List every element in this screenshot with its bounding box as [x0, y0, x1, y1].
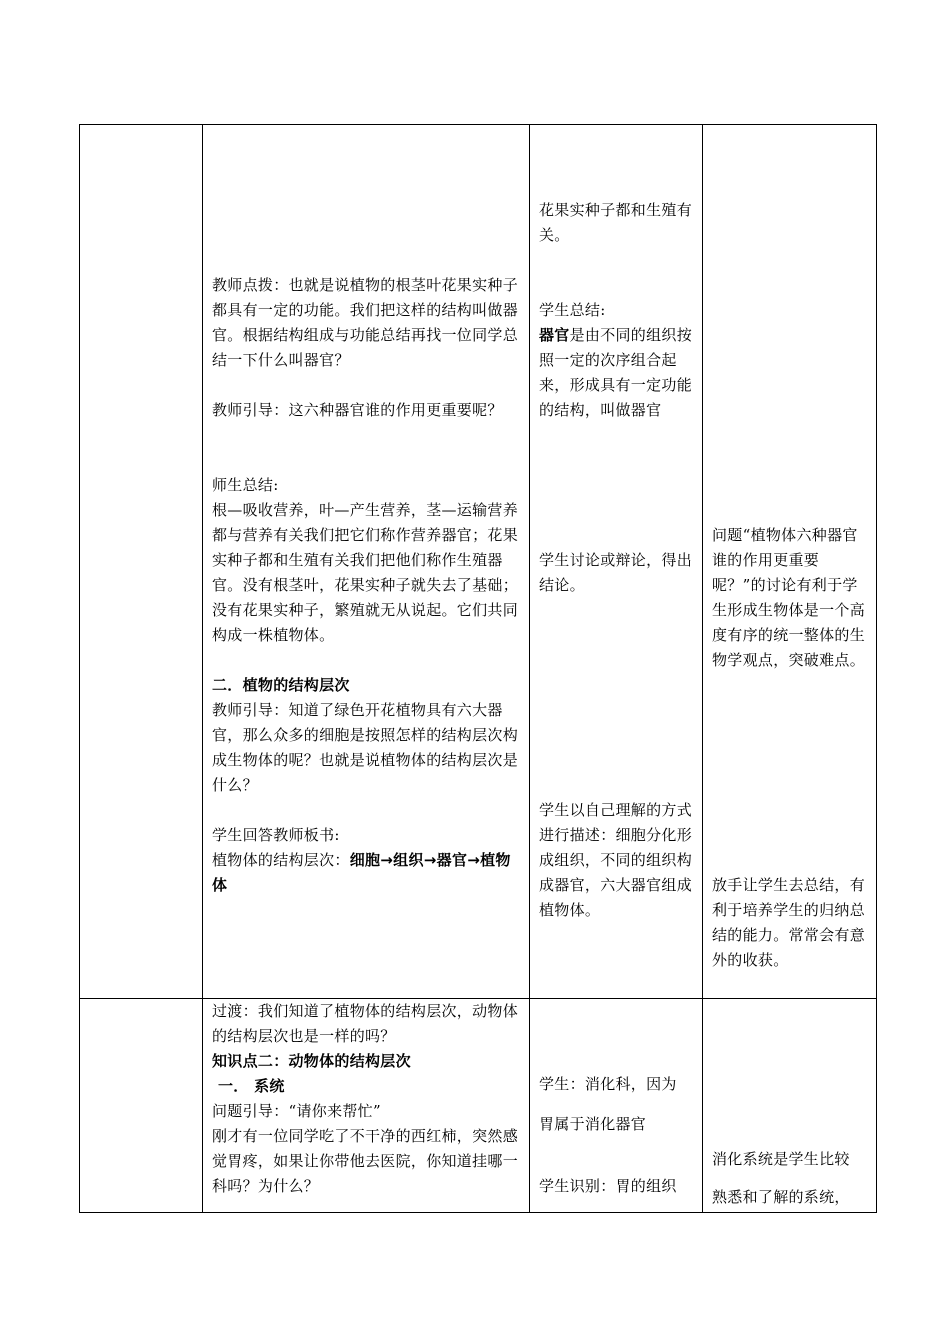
section-body: 教师引导：知道了绿色开花植物具有六大器官，那么众多的细胞是按照怎样的结构层次构成生物体的呢？也就是说植物体的结构层次是什么？: [212, 701, 519, 794]
table-cell-student-activity: [530, 999, 703, 1213]
table-cell-stage: [80, 999, 203, 1213]
student-summary-heading: 学生总结:: [539, 301, 606, 319]
table-row: [80, 999, 877, 1213]
organ-definition: 是由不同的组织按照一定的次序组合起来，形成具有一定功能的结构，叫做器官: [539, 326, 693, 419]
summary-body: 根—吸收营养，叶—产生营养，茎—运输营养都与营养有关我们把它们称作营养器官；花果实种子都和生殖有关我们把他们称作生殖器官。没有根茎叶，花果实种子就失去了基础；没有花果实种子，繁殖就无从说起。它们共同构成一株植物体。: [212, 501, 519, 644]
board-heading: 学生回答教师板书:: [212, 826, 340, 844]
intent-note-summary: 放手让学生去总结，有利于培养学生的归纳总结的能力。常常会有意外的收获。: [712, 876, 866, 969]
table-cell-stage: [80, 125, 203, 999]
student-identify: 学生识别：胃的组织: [539, 1177, 677, 1195]
student-answer-line1: 学生：消化科，因为: [539, 1075, 677, 1093]
transition-paragraph: [212, 999, 522, 1199]
student-answer-line2: 胃属于消化器官: [539, 1115, 647, 1133]
section-two-block: [212, 673, 522, 798]
teacher-guide-paragraph: 教师引导：这六种器官谁的作用更重要呢？: [212, 401, 503, 419]
table-cell-student-activity: [530, 125, 703, 999]
scenario-paragraph: 刚才有一位同学吃了不干净的西红柿，突然感觉胃疼，如果让你带他去医院，你知道挂哪一科吗？为什么？: [212, 1127, 519, 1195]
intent-line1: 消化系统是学生比较: [712, 1150, 850, 1168]
structure-levels: 细胞→组织→器官→植物体: [212, 851, 511, 894]
table-cell-design-intent: [703, 125, 877, 999]
lesson-plan-table: [79, 124, 877, 1213]
transition-text: 过渡：我们知道了植物体的结构层次，动物体的结构层次也是一样的吗？: [212, 1002, 519, 1045]
student-description: 学生以自己理解的方式进行描述：细胞分化形成组织，不同的组织构成器官，六大器官组成植物体。: [539, 801, 693, 919]
board-writing-block: [212, 823, 522, 898]
table-cell-teacher-activity: [203, 125, 530, 999]
structure-prefix: 植物体的结构层次：: [212, 851, 350, 869]
section-heading: 二．植物的结构层次: [212, 676, 350, 694]
system-heading: 一． 系统: [218, 1077, 285, 1095]
student-summary-block: [539, 298, 697, 423]
intent-note-discussion: 问题“植物体六种器官谁的作用更重要呢？”的讨论有利于学生形成生物体是一个高度有序的统一整体的生物学观点，突破难点。: [712, 526, 866, 669]
question-guide: 问题引导：“请你来帮忙”: [212, 1102, 381, 1120]
student-discussion: 学生讨论或辩论，得出结论。: [539, 551, 693, 594]
organ-term: 器官: [539, 326, 570, 344]
intent-line2: 熟悉和了解的系统，: [712, 1188, 850, 1206]
student-note: 花果实种子都和生殖有关。: [539, 201, 693, 244]
table-row: [80, 125, 877, 999]
teacher-hint-paragraph: 教师点拨：也就是说植物的根茎叶花果实种子都具有一定的功能。我们把这样的结构叫做器官。根据结构组成与功能总结再找一位同学总结一下什么叫器官？: [212, 276, 519, 369]
summary-heading: 师生总结:: [212, 476, 279, 494]
table-cell-design-intent: [703, 999, 877, 1213]
summary-block: [212, 473, 522, 648]
knowledge-point-heading: 知识点二：动物体的结构层次: [212, 1052, 411, 1070]
table-cell-teacher-activity: [203, 999, 530, 1213]
